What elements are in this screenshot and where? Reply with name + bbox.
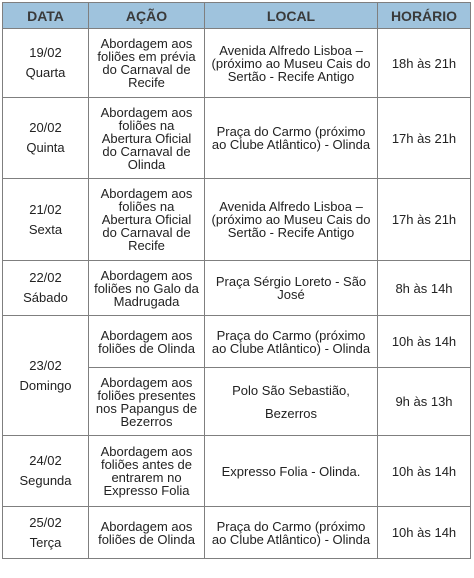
- table-row: [3, 98, 471, 179]
- local-line-1: Polo São Sebastião,: [232, 382, 350, 398]
- local-line-2: Bezerros: [264, 405, 318, 421]
- local-cell: [205, 368, 378, 436]
- date-cell: [3, 261, 89, 316]
- date-value: 25/02: [29, 514, 62, 530]
- weekday-value: Sábado: [23, 290, 68, 305]
- table-row: [3, 436, 471, 507]
- local-cell: Avenida Alfredo Lisboa – (próximo ao Museu Cais do Sertão - Recife Antigo: [205, 29, 378, 98]
- local-cell: Praça Sérgio Loreto - São José: [205, 261, 378, 316]
- weekday-value: Domingo: [19, 377, 72, 393]
- table-row: [3, 261, 471, 316]
- header-row: [3, 3, 471, 29]
- date-cell: [3, 436, 89, 507]
- weekday-value: Terça: [29, 534, 62, 550]
- date-value: 20/02: [29, 120, 62, 135]
- local-cell: Praça do Carmo (próximo ao Clube Atlântico) - Olinda: [205, 507, 378, 559]
- time-cell: 8h às 14h: [378, 261, 471, 316]
- time-cell: 10h às 14h: [378, 507, 471, 559]
- action-cell: Abordagem aos foliões no Galo da Madrugada: [89, 261, 205, 316]
- time-cell: 17h às 21h: [378, 98, 471, 179]
- local-cell: Praça do Carmo (próximo ao Clube Atlântico) - Olinda: [205, 316, 378, 368]
- action-cell: Abordagem aos foliões presentes nos Papangus de Bezerros: [89, 368, 205, 436]
- header-local: LOCAL: [205, 3, 378, 29]
- date-value: 21/02: [29, 201, 62, 217]
- weekday-value: Quinta: [26, 140, 65, 155]
- action-cell: Abordagem aos foliões em prévia do Carnaval de Recife: [89, 29, 205, 98]
- time-cell: 10h às 14h: [378, 436, 471, 507]
- action-cell: Abordagem aos foliões antes de entrarem no Expresso Folia: [89, 436, 205, 507]
- local-cell: Expresso Folia - Olinda.: [205, 436, 378, 507]
- action-cell: Abordagem aos foliões na Abertura Oficial do Carnaval de Recife: [89, 179, 205, 261]
- header-action: AÇÃO: [89, 3, 205, 29]
- action-cell: Abordagem aos foliões na Abertura Oficial do Carnaval de Olinda: [89, 98, 205, 179]
- date-cell: [3, 316, 89, 436]
- date-value: 19/02: [29, 45, 62, 60]
- weekday-value: Segunda: [19, 473, 72, 488]
- date-value: 24/02: [29, 453, 62, 468]
- time-cell: 9h às 13h: [378, 368, 471, 436]
- action-cell: Abordagem aos foliões de Olinda: [89, 507, 205, 559]
- time-cell: 18h às 21h: [378, 29, 471, 98]
- time-cell: 10h às 14h: [378, 316, 471, 368]
- time-cell: 17h às 21h: [378, 179, 471, 261]
- weekday-value: Quarta: [25, 65, 66, 80]
- local-cell: Avenida Alfredo Lisboa – (próximo ao Museu Cais do Sertão - Recife Antigo: [205, 179, 378, 261]
- table-row: [3, 29, 471, 98]
- date-cell: [3, 98, 89, 179]
- weekday-value: Sexta: [28, 221, 63, 237]
- date-value: 23/02: [29, 357, 62, 373]
- date-cell: [3, 29, 89, 98]
- table-row: [3, 179, 471, 261]
- header-time: HORÁRIO: [378, 3, 471, 29]
- table-header: [3, 3, 471, 29]
- local-cell: Praça do Carmo (próximo ao Clube Atlântico) - Olinda: [205, 98, 378, 179]
- date-cell: [3, 179, 89, 261]
- header-date: DATA: [3, 3, 89, 29]
- table-row: [3, 316, 471, 368]
- date-value: 22/02: [29, 270, 62, 285]
- schedule-table: [2, 2, 471, 559]
- table-row: [3, 507, 471, 559]
- table-body: [3, 29, 471, 559]
- action-cell: Abordagem aos foliões de Olinda: [89, 316, 205, 368]
- date-cell: [3, 507, 89, 559]
